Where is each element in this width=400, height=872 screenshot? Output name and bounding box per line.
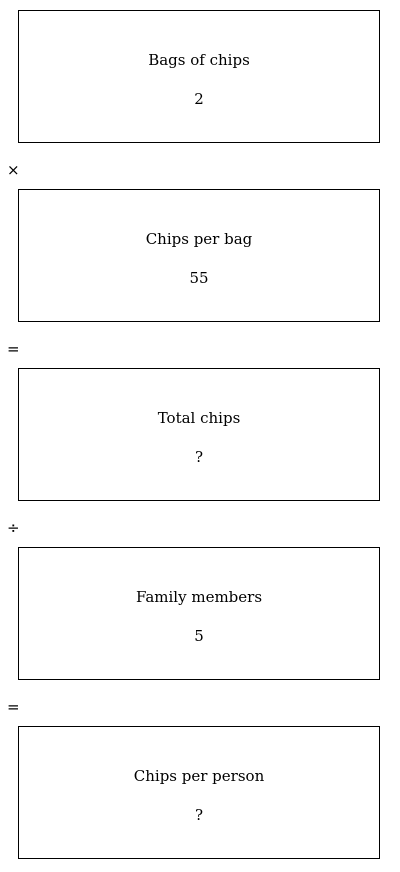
bags-of-chips-box — [18, 10, 380, 143]
equals-operator-2: = — [7, 698, 20, 716]
divide-operator: ÷ — [7, 519, 20, 537]
total-chips-label: Total chips — [157, 409, 241, 427]
bags-of-chips-label: Bags of chips — [148, 51, 250, 69]
total-chips-box — [18, 368, 380, 501]
chips-per-person-value: ? — [194, 806, 204, 824]
chips-per-person-label: Chips per person — [133, 767, 265, 785]
family-members-box — [18, 547, 380, 680]
chips-per-bag-label: Chips per bag — [145, 230, 253, 248]
bags-of-chips-value: 2 — [194, 90, 204, 108]
chips-per-bag-value: 55 — [189, 269, 209, 287]
multiply-operator: × — [7, 161, 20, 179]
chips-per-bag-box — [18, 189, 380, 322]
family-members-label: Family members — [135, 588, 263, 606]
chips-per-person-box — [18, 726, 380, 859]
total-chips-value: ? — [194, 448, 204, 466]
family-members-value: 5 — [194, 627, 204, 645]
equals-operator-1: = — [7, 340, 20, 358]
